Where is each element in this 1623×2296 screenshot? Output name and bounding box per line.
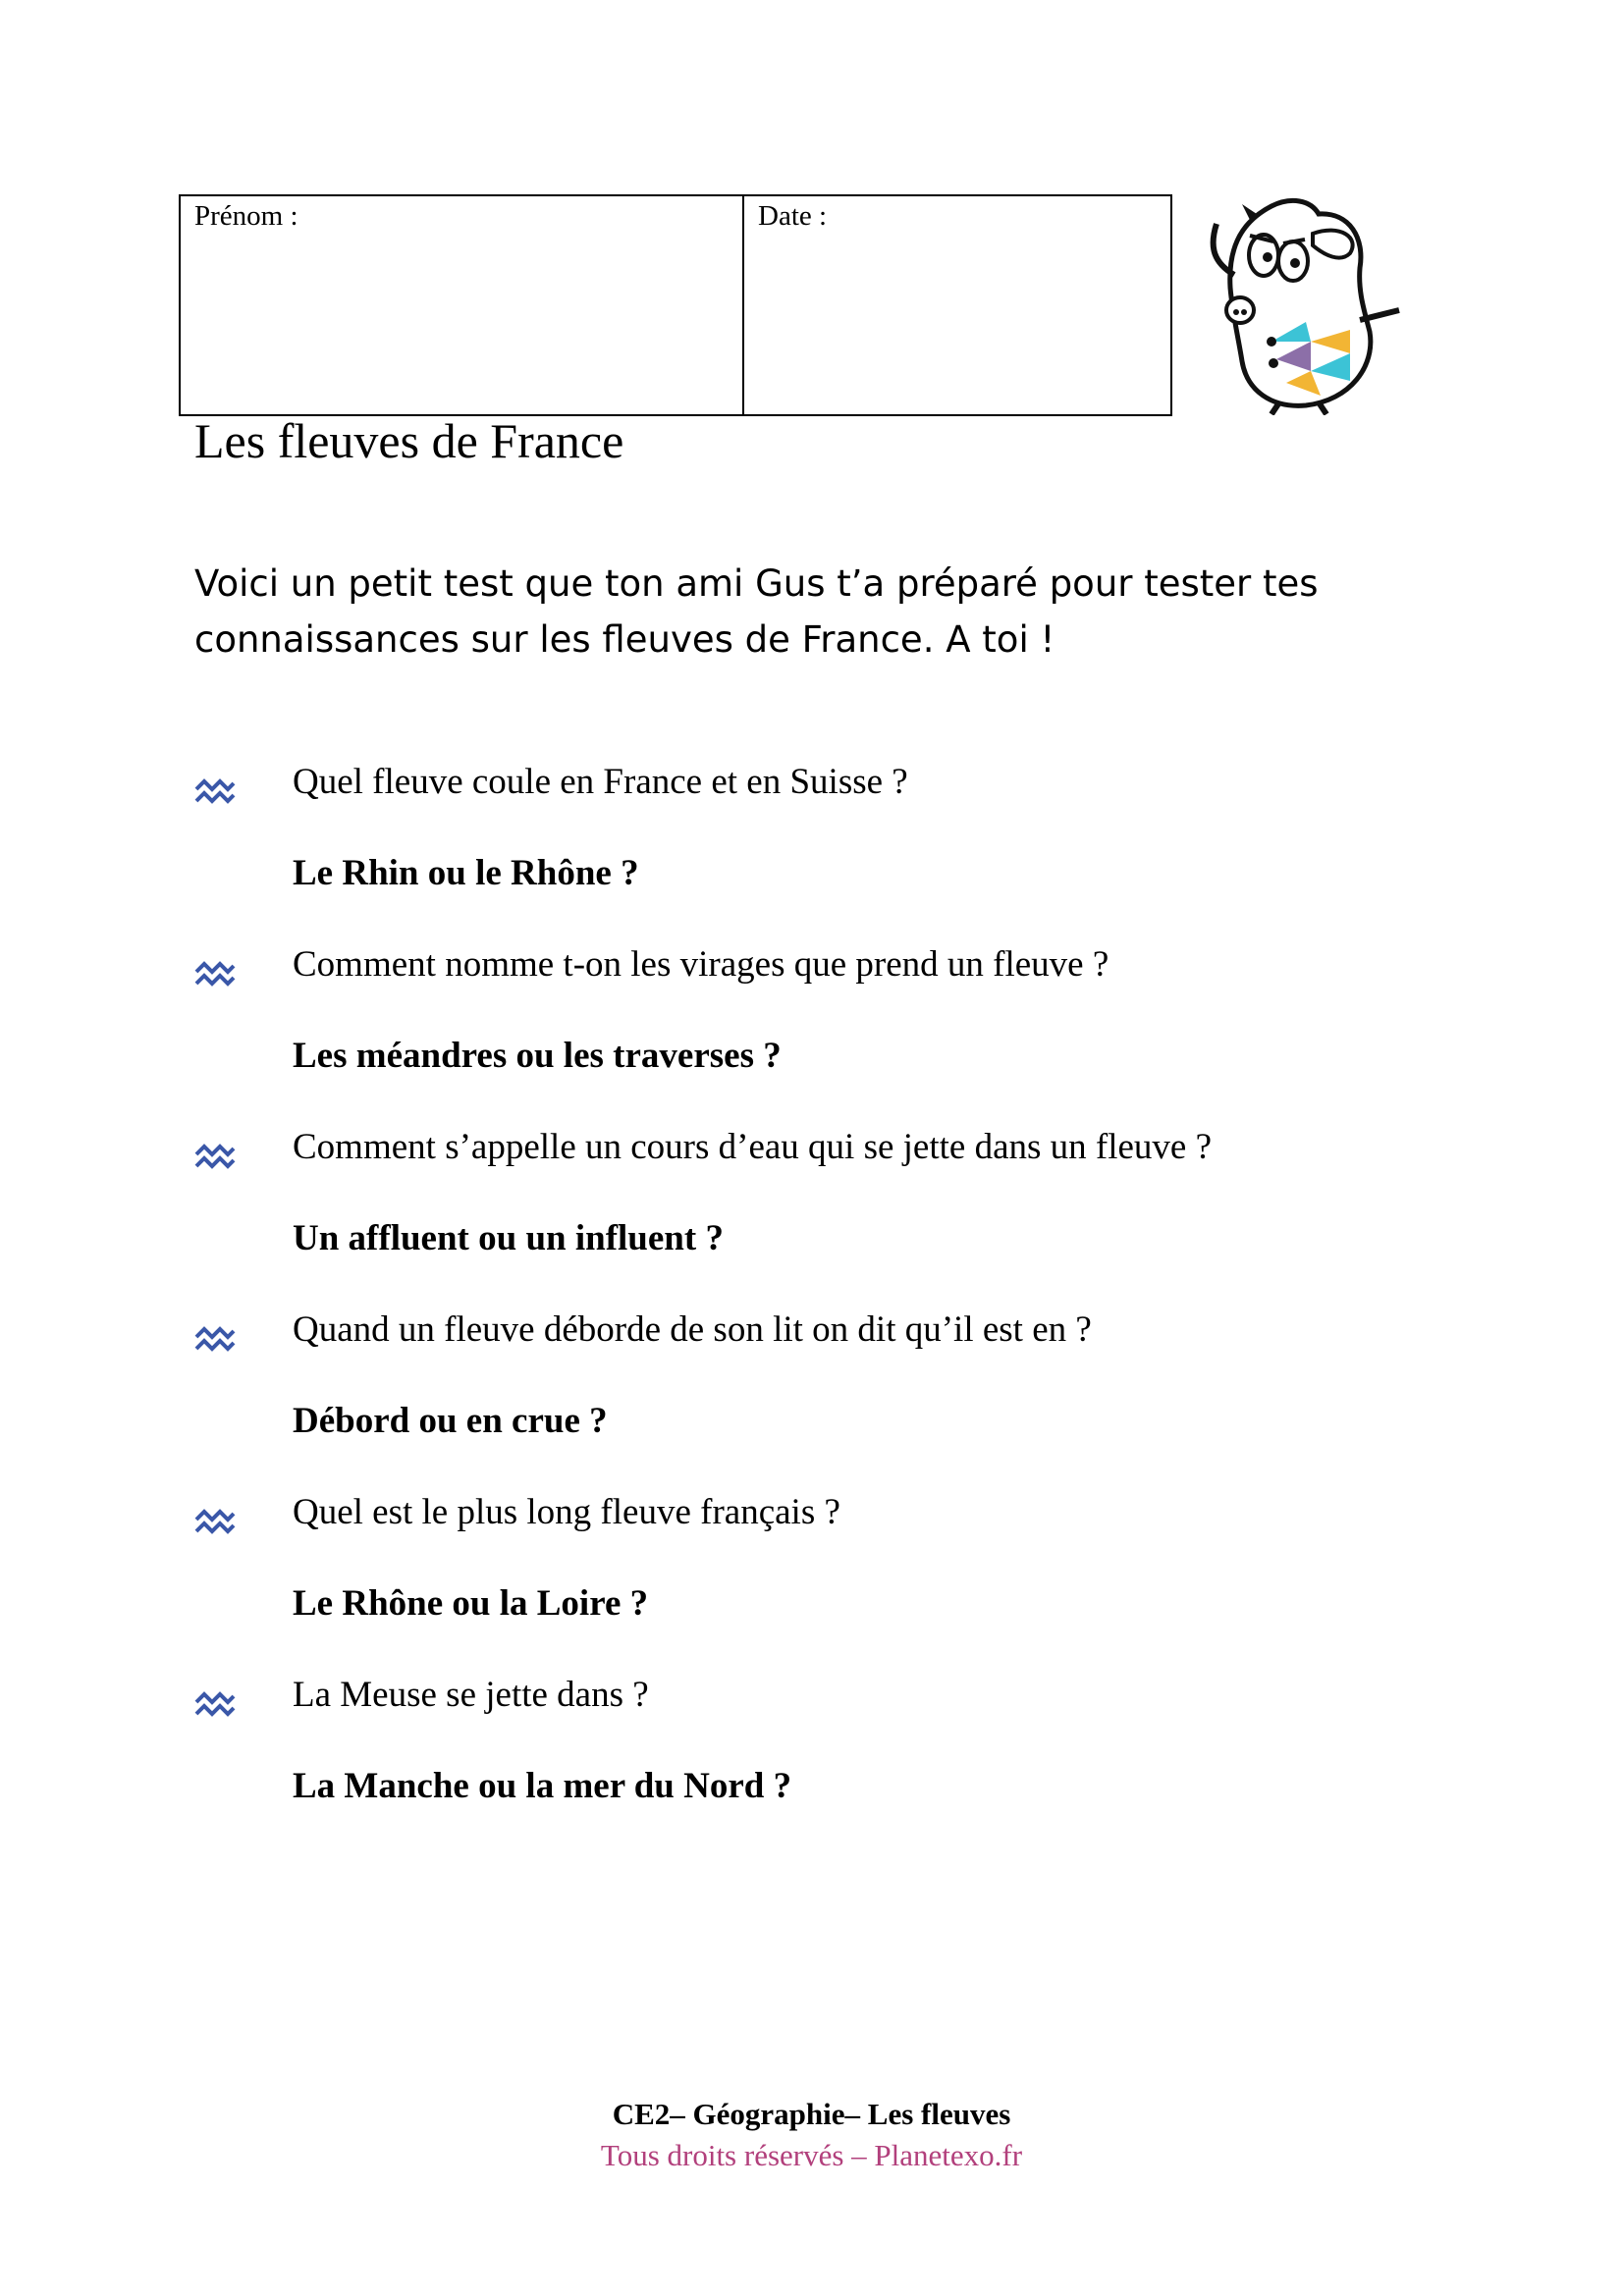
question-item-2 bbox=[194, 943, 1471, 1126]
aquarius-wave-icon bbox=[194, 1144, 236, 1171]
date-field[interactable] bbox=[744, 196, 1170, 414]
answer-choices: Le Rhône ou la Loire ? bbox=[293, 1583, 649, 1624]
answer-choices: La Manche ou la mer du Nord ? bbox=[293, 1766, 792, 1806]
question-text: La Meuse se jette dans ? bbox=[293, 1675, 649, 1715]
question-item-3 bbox=[194, 1126, 1471, 1308]
question-text: Quel est le plus long fleuve français ? bbox=[293, 1492, 840, 1532]
aquarius-wave-icon bbox=[194, 778, 236, 806]
question-text: Quel fleuve coule en France et en Suisse ? bbox=[293, 762, 908, 802]
page-title: Les fleuves de France bbox=[194, 413, 624, 468]
answer-choices: Un affluent ou un influent ? bbox=[293, 1218, 724, 1258]
student-info-table bbox=[179, 194, 1172, 416]
footer-rights[interactable]: Tous droits réservés – Planetexo.fr bbox=[600, 2138, 1023, 2172]
question-item-6 bbox=[194, 1674, 1471, 1856]
intro-line-2: connaissances sur les fleuves de France. A toi ! bbox=[194, 618, 1055, 661]
question-item-4 bbox=[194, 1308, 1471, 1491]
question-item-5 bbox=[194, 1491, 1471, 1674]
aquarius-wave-icon bbox=[194, 1326, 236, 1354]
footer-course: CE2– Géographie– Les fleuves bbox=[612, 2097, 1011, 2131]
intro-line-1: Voici un petit test que ton ami Gus t’a préparé pour tester tes bbox=[194, 562, 1319, 605]
question-text: Comment s’appelle un cours d’eau qui se jette dans un fleuve ? bbox=[293, 1127, 1213, 1167]
question-list bbox=[194, 761, 1471, 1856]
answer-choices: Le Rhin ou le Rhône ? bbox=[293, 853, 639, 893]
date-label: Date : bbox=[758, 200, 828, 232]
question-text: Quand un fleuve déborde de son lit on dit qu’il est en ? bbox=[293, 1309, 1092, 1350]
answer-choices: Débord ou en crue ? bbox=[293, 1401, 608, 1441]
name-label: Prénom : bbox=[194, 200, 298, 232]
name-field[interactable] bbox=[181, 196, 744, 414]
question-text: Comment nomme t-on les virages que prend un fleuve ? bbox=[293, 944, 1109, 985]
gus-mascot-icon bbox=[1203, 194, 1409, 415]
aquarius-wave-icon bbox=[194, 961, 236, 988]
answer-choices: Les méandres ou les traverses ? bbox=[293, 1036, 782, 1076]
question-item-1 bbox=[194, 761, 1471, 943]
intro-text bbox=[194, 556, 1422, 667]
aquarius-wave-icon bbox=[194, 1691, 236, 1719]
aquarius-wave-icon bbox=[194, 1509, 236, 1536]
